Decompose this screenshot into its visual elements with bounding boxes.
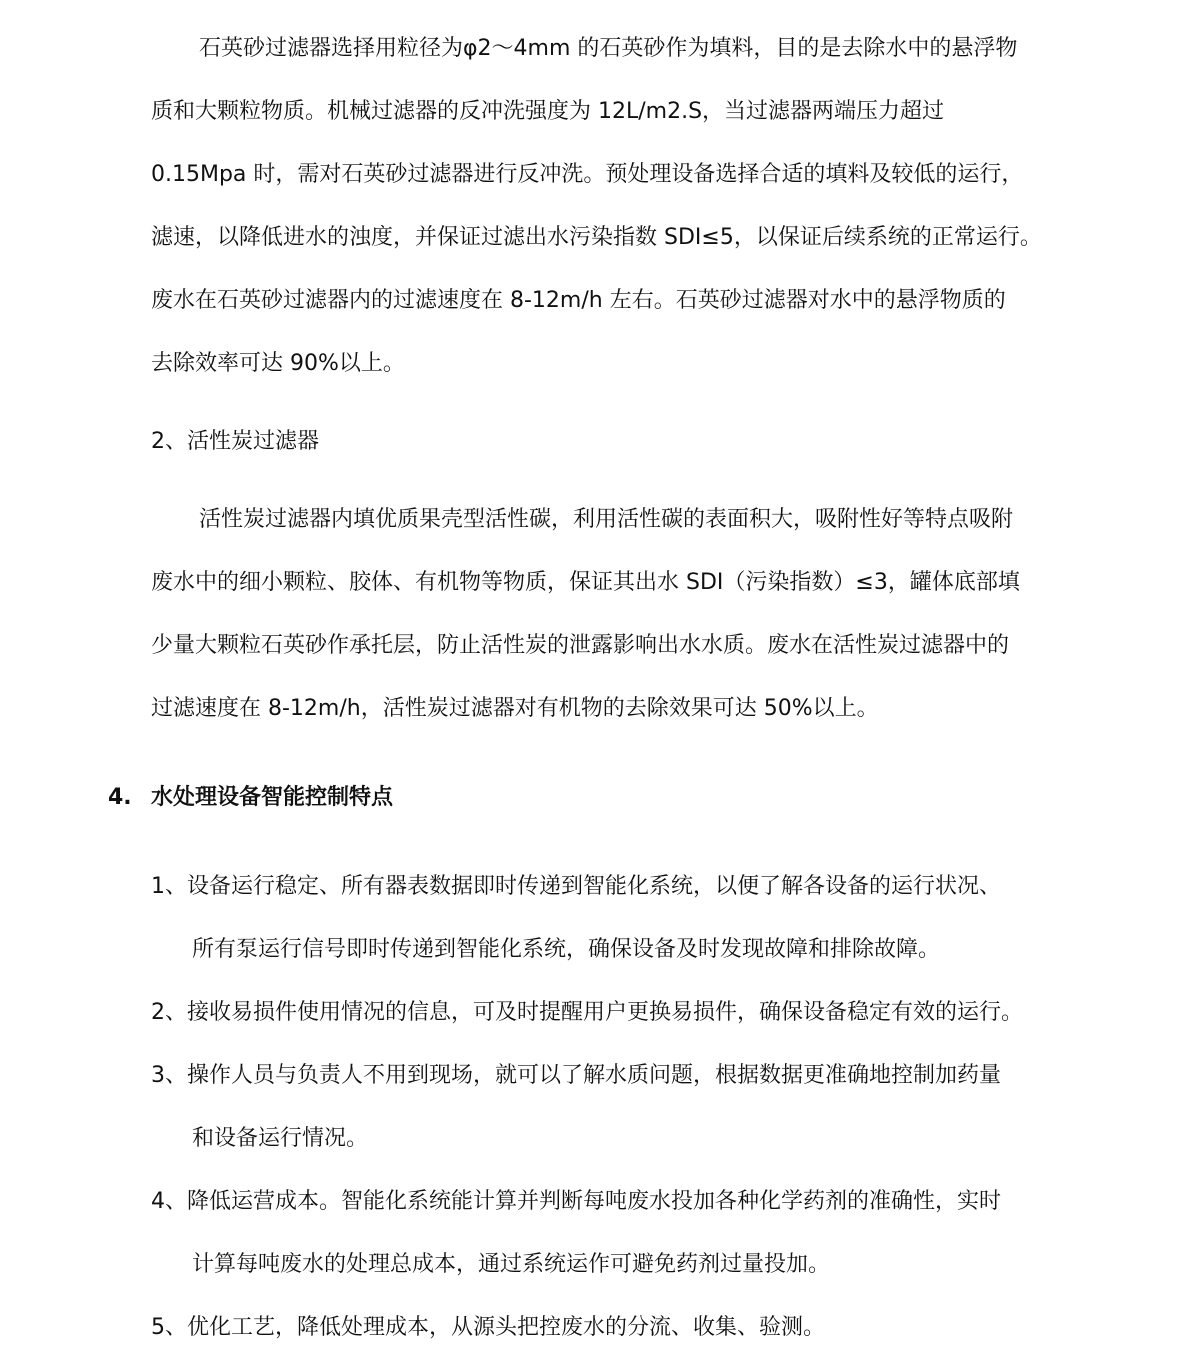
- list-item-1-cont: 所有泵运行信号即时传递到智能化系统，确保设备及时发现故障和排除故障。: [192, 937, 941, 962]
- section-4-heading: [108, 783, 393, 813]
- para2-line-4: 过滤速度在 8-12m/h，活性炭过滤器对有机物的去除效果可达 50%以上。: [151, 696, 879, 721]
- subheading-activated-carbon-filter: 2、活性炭过滤器: [151, 429, 319, 454]
- para2-line-1: 活性炭过滤器内填优质果壳型活性碳，利用活性碳的表面积大，吸附性好等特点吸附: [199, 507, 1014, 532]
- para1-line-6: 去除效率可达 90%以上。: [151, 351, 405, 376]
- para1-line-2: 质和大颗粒物质。机械过滤器的反冲洗强度为 12L/m2.S，当过滤器两端压力超过: [151, 99, 945, 124]
- para1-line-5: 废水在石英砂过滤器内的过滤速度在 8-12m/h 左右。石英砂过滤器对水中的悬浮物质的: [151, 288, 1006, 313]
- para2-line-3: 少量大颗粒石英砂作承托层，防止活性炭的泄露影响出水水质。废水在活性炭过滤器中的: [151, 633, 1010, 658]
- para1-line-1: 石英砂过滤器选择用粒径为φ2～4mm 的石英砂作为填料，目的是去除水中的悬浮物: [199, 36, 1018, 61]
- list-item-4-cont: 计算每吨废水的处理总成本，通过系统运作可避免药剂过量投加。: [192, 1252, 831, 1277]
- section-title: 水处理设备智能控制特点: [151, 785, 394, 810]
- list-item-4: 4、降低运营成本。智能化系统能计算并判断每吨废水投加各种化学药剂的准确性，实时: [151, 1189, 1001, 1214]
- section-number: 4.: [108, 785, 132, 810]
- list-item-3: 3、操作人员与负责人不用到现场，就可以了解水质问题，根据数据更准确地控制加药量: [151, 1063, 1001, 1088]
- para1-line-4: 滤速，以降低进水的浊度，并保证过滤出水污染指数 SDI≤5，以保证后续系统的正常运行。: [151, 225, 1042, 250]
- list-item-3-cont: 和设备运行情况。: [192, 1126, 369, 1151]
- list-item-1: 1、设备运行稳定、所有器表数据即时传递到智能化系统，以便了解各设备的运行状况、: [151, 874, 1001, 899]
- list-item-5: 5、优化工艺，降低处理成本，从源头把控废水的分流、收集、验测。: [151, 1315, 825, 1340]
- para2-line-2: 废水中的细小颗粒、胶体、有机物等物质，保证其出水 SDI（污染指数）≤3，罐体底部填: [151, 570, 1020, 595]
- para1-line-3: 0.15Mpa 时，需对石英砂过滤器进行反冲洗。预处理设备选择合适的填料及较低的运行，: [151, 162, 1024, 187]
- list-item-2: 2、接收易损件使用情况的信息，可及时提醒用户更换易损件，确保设备稳定有效的运行。: [151, 1000, 1024, 1025]
